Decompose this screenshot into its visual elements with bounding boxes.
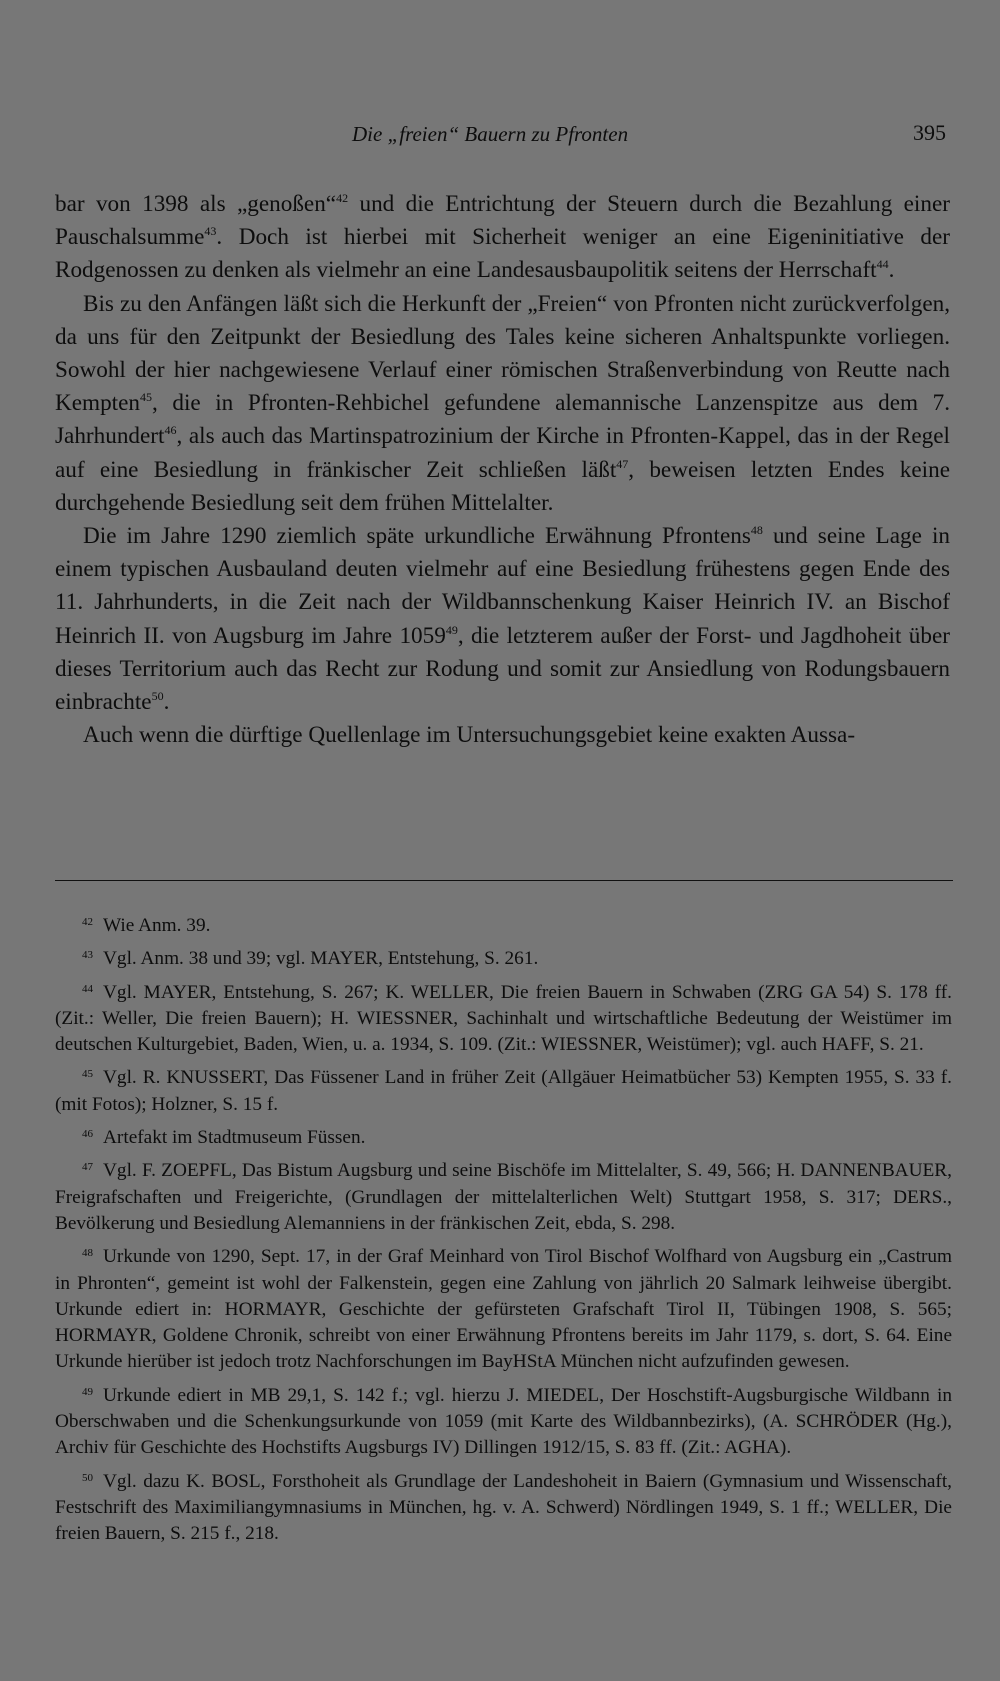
footnote-text: Vgl. R. KNUSSERT, Das Füssener Land in früher Zeit (Allgäuer Heimatbücher 53) Kempten 1955, S. 33 f. (mit Fotos); Holzner, S. 15 f.: [55, 1067, 952, 1115]
footnote: [55, 942, 952, 972]
footnote: [55, 1121, 952, 1151]
footnote: [55, 1061, 952, 1118]
footnote-text: Artefakt im Stadtmuseum Füssen.: [103, 1127, 366, 1149]
footnote: [55, 1465, 952, 1548]
running-title: Die „freien“ Bauern zu Pfronten: [352, 122, 629, 146]
footnote-number: 44: [82, 982, 93, 995]
paragraph: [55, 188, 950, 288]
footnote-text: Wie Anm. 39.: [103, 915, 211, 936]
footnote-ref: 42: [336, 191, 349, 205]
footnote-number: 49: [82, 1385, 93, 1398]
footnotes: [55, 909, 952, 1551]
footnote-text: Vgl. dazu K. BOSL, Forsthoheit als Grundlage der Landeshoheit in Baiern (Gymnasium und Wissenschaft, Festschrift des Maximiliangymnasiums in München, hg. v. A. Schwerd) Nördlingen 1949, S. 1 ff.; WELLER, Die freien Bauern, S. 215 f., 218.: [55, 1470, 952, 1545]
footnote-text: Vgl. MAYER, Entstehung, S. 267; K. WELLER, Die freien Bauern in Schwaben (ZRG GA 54) S. 178 ff. (Zit.: Weller, Die freien Bauern); H. WIESSNER, Sachinhalt und wirtschaftliche Bedeutung der Weistümer im deutschen Kulturgebiet, Baden, Wien, u. a. 1934, S. 109. (Zit.: WIESSNER, Weistümer); vgl. auch HAFF, S. 21.: [55, 981, 952, 1056]
footnote: [55, 1240, 952, 1375]
footnote-number: 45: [82, 1068, 93, 1081]
text-run: Bis zu den Anfängen läßt sich die Herkunft der „Freien“ von Pfronten nicht zurückverfolgen, da uns für den Zeitpunkt der Besiedlung des Tales keine sicheren Anhaltspunkte vorliegen. Sowohl der hier nachgewiesene Verlauf einer römischen Straßenverbindung von Reutte nach Kempten: [55, 290, 950, 417]
text-run: .: [888, 257, 895, 284]
footnote-ref: 46: [164, 423, 177, 438]
footnote-number: 42: [82, 916, 93, 928]
footnote-ref: 48: [750, 523, 763, 538]
footnote-text: Urkunde ediert in MB 29,1, S. 142 f.; vgl. hierzu J. MIEDEL, Der Hoschstift-Augsburgische Wildbann in Oberschwaben und die Schenkungsurkunde von 1059 (mit Karte des Wildbannbezirks), (A. SCHRÖDER (Hg.), Archiv für Geschichte des Hochstifts Augsburgs IV) Dillingen 1912/15, S. 83 ff. (Zit.: AGHA).: [55, 1384, 952, 1459]
text-run: bar von 1398 als „genoßen“: [55, 191, 337, 217]
footnote-ref: 45: [140, 390, 152, 405]
footnote-text: Vgl. Anm. 38 und 39; vgl. MAYER, Entstehung, S. 261.: [103, 948, 539, 970]
text-run: .: [163, 689, 170, 716]
footnote-ref: 50: [151, 689, 164, 704]
footnote-ref: 44: [876, 257, 889, 272]
text-run: Die im Jahre 1290 ziemlich späte urkundliche Erwähnung Pfrontens: [83, 523, 751, 550]
footnote: [55, 1154, 952, 1237]
footnote-number: 50: [82, 1471, 93, 1484]
footnote-text: Vgl. F. ZOEPFL, Das Bistum Augsburg und seine Bischöfe im Mittelalter, S. 49, 566; H. DANNENBAUER, Freigrafschaften und Freigerichte, (Grundlagen der mittelalterlichen Welt) Stuttgart 1958, S. 317; DERS., Bevölkerung und Besiedlung Alemanniens in der fränkischen Zeit, ebda, S. 298.: [55, 1160, 952, 1234]
footnote-number: 48: [82, 1247, 93, 1260]
page-number: 395: [913, 120, 946, 145]
text-run: , beweisen letzten Endes keine durchgehende Besiedlung seit dem frühen Mittelalter.: [55, 456, 951, 516]
text-run: , die letzterem außer der Forst- und Jagdhoheit über dieses Territorium auch das Recht zur Rodung und somit zur Ansiedlung von Rodungsbauern einbrachte: [55, 622, 950, 716]
main-text: [55, 188, 950, 752]
footnote-ref: 47: [616, 456, 629, 471]
text-run: und die Entrichtung der Steuern durch die Bezahlung einer Pauschalsumme: [55, 191, 950, 251]
page-header: [0, 122, 1000, 152]
footnote-rule: [55, 880, 953, 881]
paragraph: Auch wenn die dürftige Quellenlage im Untersuchungsgebiet keine exakten Aussa-: [83, 722, 856, 749]
footnote-number: 47: [82, 1161, 93, 1174]
footnote-ref: 43: [204, 224, 217, 239]
footnote: [55, 976, 952, 1059]
footnote-ref: 49: [445, 622, 458, 637]
footnote-text: Urkunde von 1290, Sept. 17, in der Graf Meinhard von Tirol Bischof Wolfhard von Augsburg ein „Castrum in Phronten“, gemeint ist wohl der Falkenstein, gegen eine Zahlung von jährlich 20 Salmark leihweise übergibt. Urkunde ediert in: HORMAYR, Geschichte der gefürsteten Grafschaft Tirol II, Tübingen 1908, S. 565; HORMAYR, Goldene Chronik, schreibt von einer Erwähnung Pfrontens bereits im Jahr 1179, s. dort, S. 64. Eine Urkunde hierüber ist jedoch trotz Nachforschungen im BayHStA München nicht aufzufinden gewesen.: [55, 1246, 952, 1373]
footnote: [55, 1379, 952, 1462]
footnote: [55, 909, 952, 939]
text-run: und seine Lage in einem typischen Ausbauland deuten vielmehr auf eine Besiedlung frühestens gegen Ende des 11. Jahrhunderts, in die Zeit nach der Wildbannschenkung Kaiser Heinrich IV. an Bischof Heinrich II. von Augsburg im Jahre 1059: [55, 523, 950, 649]
paragraph: [55, 520, 950, 719]
footnote-number: 43: [82, 949, 93, 962]
footnote-number: 46: [82, 1128, 93, 1141]
paragraph: [55, 288, 950, 520]
text-run: . Doch ist hierbei mit Sicherheit weniger an eine Eigeninitiative der Rodgenossen zu denken als vielmehr an eine Landesausbaupolitik seitens der Herrschaft: [55, 224, 950, 284]
text-run: , als auch das Martinspatrozinium der Kirche in Pfronten-Kappel, das in der Regel auf eine Besiedlung in fränkischer Zeit schließen läßt: [55, 423, 950, 483]
text-run: , die in Pfronten-Rehbichel gefundene alemannische Lanzenspitze aus dem 7. Jahrhundert: [55, 390, 950, 450]
